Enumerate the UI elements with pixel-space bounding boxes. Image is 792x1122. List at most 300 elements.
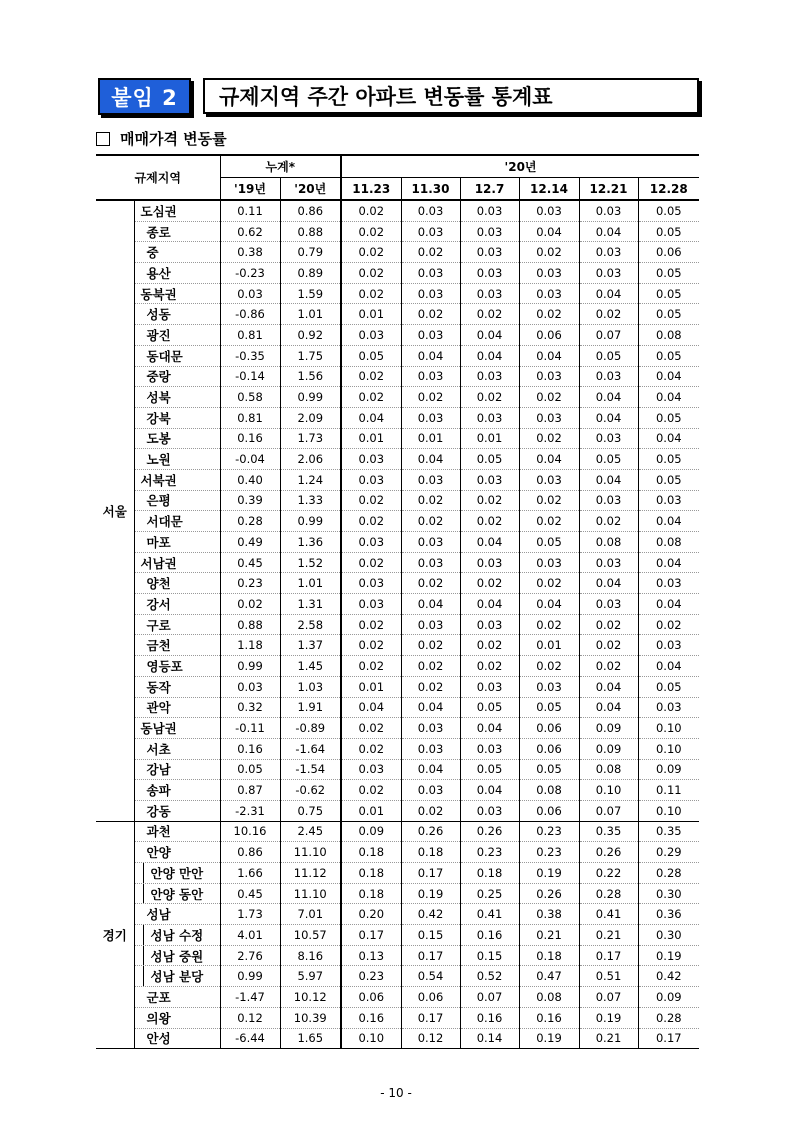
value-cell: 0.03 — [579, 200, 638, 221]
value-cell: 0.03 — [460, 800, 519, 821]
value-cell: 0.29 — [638, 842, 699, 863]
value-cell: 0.16 — [460, 1007, 519, 1028]
value-cell: 0.88 — [280, 221, 341, 242]
value-cell: 0.14 — [460, 1028, 519, 1049]
value-cell: 0.45 — [220, 552, 280, 573]
value-cell: 0.01 — [519, 635, 579, 656]
value-cell: 0.05 — [638, 200, 699, 221]
table-row — [96, 283, 699, 304]
value-cell: 0.05 — [519, 759, 579, 780]
value-cell: 0.03 — [579, 242, 638, 263]
page-title: 규제지역 주간 아파트 변동률 통계표 — [203, 78, 699, 114]
value-cell: 0.04 — [638, 366, 699, 387]
value-cell: 0.03 — [401, 738, 460, 759]
value-cell: 1.01 — [280, 573, 341, 594]
value-cell: 0.05 — [638, 263, 699, 284]
checkbox-icon — [96, 132, 110, 146]
value-cell: 0.03 — [638, 635, 699, 656]
value-cell: 0.19 — [579, 1007, 638, 1028]
value-cell: 0.02 — [341, 283, 401, 304]
table-row — [96, 552, 699, 573]
value-cell: 0.09 — [579, 718, 638, 739]
value-cell: 1.59 — [280, 283, 341, 304]
area-name: 동북권 — [134, 283, 220, 304]
value-cell: 0.02 — [519, 387, 579, 408]
area-name: 서초 — [134, 738, 220, 759]
value-cell: 0.04 — [579, 676, 638, 697]
value-cell: 0.03 — [519, 407, 579, 428]
value-cell: 0.02 — [460, 304, 519, 325]
value-cell: 2.06 — [280, 449, 341, 470]
value-cell: 0.18 — [341, 883, 401, 904]
area-name: 성북 — [134, 387, 220, 408]
value-cell: 0.26 — [401, 821, 460, 842]
value-cell: 0.17 — [638, 1028, 699, 1049]
value-cell: 0.06 — [341, 987, 401, 1008]
table-row — [96, 449, 699, 470]
value-cell: 0.05 — [460, 449, 519, 470]
value-cell: 11.10 — [280, 842, 341, 863]
value-cell: 0.04 — [519, 449, 579, 470]
value-cell: 0.03 — [401, 718, 460, 739]
value-cell: 0.01 — [401, 428, 460, 449]
value-cell: 0.41 — [460, 904, 519, 925]
value-cell: 0.42 — [638, 966, 699, 987]
value-cell: 0.02 — [401, 511, 460, 532]
value-cell: 0.05 — [638, 676, 699, 697]
value-cell: 0.03 — [341, 532, 401, 553]
table-row — [96, 573, 699, 594]
value-cell: 0.08 — [638, 325, 699, 346]
section-heading — [96, 128, 227, 149]
value-cell: 0.05 — [579, 345, 638, 366]
value-cell: 1.91 — [280, 697, 341, 718]
value-cell: 0.23 — [220, 573, 280, 594]
value-cell: 0.02 — [401, 800, 460, 821]
value-cell: 0.09 — [638, 987, 699, 1008]
value-cell: 0.02 — [460, 573, 519, 594]
value-cell: 0.30 — [638, 925, 699, 946]
value-cell: 0.30 — [638, 883, 699, 904]
value-cell: 10.16 — [220, 821, 280, 842]
value-cell: 0.16 — [220, 428, 280, 449]
value-cell: 0.11 — [220, 200, 280, 221]
area-name: 동대문 — [134, 345, 220, 366]
value-cell: 0.05 — [638, 283, 699, 304]
table-row — [96, 987, 699, 1008]
value-cell: -0.23 — [220, 263, 280, 284]
value-cell: 0.02 — [460, 387, 519, 408]
value-cell: 0.05 — [638, 407, 699, 428]
value-cell: 0.03 — [638, 573, 699, 594]
header-col: 12.7 — [460, 178, 519, 201]
value-cell: 0.38 — [220, 242, 280, 263]
table-row — [96, 759, 699, 780]
area-name: 용산 — [134, 263, 220, 284]
area-name: 강동 — [134, 800, 220, 821]
value-cell: 0.17 — [401, 945, 460, 966]
value-cell: 0.03 — [341, 325, 401, 346]
value-cell: 0.05 — [460, 697, 519, 718]
area-name: 마포 — [134, 532, 220, 553]
value-cell: 1.24 — [280, 469, 341, 490]
value-cell: 0.07 — [460, 987, 519, 1008]
value-cell: 0.02 — [341, 511, 401, 532]
value-cell: 10.12 — [280, 987, 341, 1008]
value-cell: 0.08 — [638, 532, 699, 553]
header-year-2020: '20년 — [341, 155, 699, 178]
value-cell: 0.05 — [638, 449, 699, 470]
value-cell: 0.12 — [220, 1007, 280, 1028]
value-cell: 0.19 — [638, 945, 699, 966]
value-cell: 0.04 — [519, 594, 579, 615]
value-cell: 0.02 — [401, 387, 460, 408]
value-cell: 0.03 — [401, 532, 460, 553]
value-cell: 0.26 — [460, 821, 519, 842]
value-cell: 0.03 — [579, 366, 638, 387]
table-row — [96, 821, 699, 842]
value-cell: 0.02 — [460, 656, 519, 677]
table-row — [96, 656, 699, 677]
value-cell: 0.35 — [638, 821, 699, 842]
value-cell: 0.02 — [401, 676, 460, 697]
page-number: - 10 - — [380, 1086, 412, 1100]
area-name: 의왕 — [134, 1007, 220, 1028]
value-cell: 0.06 — [401, 987, 460, 1008]
table-row — [96, 718, 699, 739]
area-name: 영등포 — [134, 656, 220, 677]
value-cell: 0.05 — [638, 345, 699, 366]
value-cell: 0.02 — [401, 490, 460, 511]
value-cell: 0.18 — [460, 863, 519, 884]
value-cell: 0.02 — [341, 718, 401, 739]
value-cell: 0.04 — [460, 718, 519, 739]
value-cell: 0.03 — [401, 366, 460, 387]
value-cell: 1.65 — [280, 1028, 341, 1049]
value-cell: 0.02 — [579, 304, 638, 325]
value-cell: 0.36 — [638, 904, 699, 925]
value-cell: 2.45 — [280, 821, 341, 842]
table-row — [96, 925, 699, 946]
value-cell: 0.05 — [460, 759, 519, 780]
table-row — [96, 780, 699, 801]
value-cell: 0.03 — [401, 780, 460, 801]
value-cell: 0.47 — [519, 966, 579, 987]
table-row — [96, 614, 699, 635]
value-cell: 0.02 — [579, 511, 638, 532]
value-cell: 0.05 — [638, 304, 699, 325]
value-cell: 0.02 — [519, 428, 579, 449]
value-cell: 0.16 — [519, 1007, 579, 1028]
value-cell: 0.02 — [519, 490, 579, 511]
area-name: 성남 중원 — [134, 945, 220, 966]
value-cell: 0.03 — [579, 263, 638, 284]
value-cell: 0.05 — [220, 759, 280, 780]
value-cell: 0.08 — [579, 759, 638, 780]
value-cell: 0.99 — [280, 511, 341, 532]
value-cell: 0.04 — [638, 552, 699, 573]
value-cell: 0.04 — [460, 594, 519, 615]
area-name: 성남 수정 — [134, 925, 220, 946]
value-cell: 1.36 — [280, 532, 341, 553]
value-cell: 1.37 — [280, 635, 341, 656]
value-cell: 0.17 — [579, 945, 638, 966]
value-cell: -0.04 — [220, 449, 280, 470]
value-cell: 0.03 — [638, 490, 699, 511]
value-cell: 0.03 — [401, 221, 460, 242]
value-cell: 0.03 — [579, 428, 638, 449]
area-name: 도봉 — [134, 428, 220, 449]
value-cell: 0.02 — [401, 242, 460, 263]
header-col: 11.23 — [341, 178, 401, 201]
value-cell: 0.04 — [638, 387, 699, 408]
value-cell: 0.18 — [341, 863, 401, 884]
area-name: 안양 만안 — [134, 863, 220, 884]
value-cell: 0.13 — [341, 945, 401, 966]
value-cell: 0.16 — [341, 1007, 401, 1028]
value-cell: 8.16 — [280, 945, 341, 966]
value-cell: 0.87 — [220, 780, 280, 801]
value-cell: 0.02 — [519, 304, 579, 325]
table-row — [96, 263, 699, 284]
table-row — [96, 490, 699, 511]
area-name: 은평 — [134, 490, 220, 511]
value-cell: 0.01 — [341, 428, 401, 449]
value-cell: 0.02 — [341, 366, 401, 387]
value-cell: 0.08 — [519, 780, 579, 801]
value-cell: 1.45 — [280, 656, 341, 677]
area-name: 강서 — [134, 594, 220, 615]
value-cell: 0.04 — [638, 428, 699, 449]
value-cell: 1.03 — [280, 676, 341, 697]
value-cell: 0.03 — [519, 469, 579, 490]
value-cell: 0.03 — [401, 407, 460, 428]
value-cell: 2.09 — [280, 407, 341, 428]
value-cell: 0.26 — [519, 883, 579, 904]
table-row — [96, 366, 699, 387]
value-cell: 0.81 — [220, 325, 280, 346]
value-cell: 0.08 — [579, 532, 638, 553]
value-cell: 0.05 — [341, 345, 401, 366]
value-cell: 0.05 — [638, 221, 699, 242]
value-cell: 0.28 — [220, 511, 280, 532]
value-cell: 0.02 — [341, 635, 401, 656]
price-change-table — [96, 154, 699, 1049]
value-cell: 10.57 — [280, 925, 341, 946]
value-cell: 0.02 — [579, 635, 638, 656]
value-cell: 0.04 — [579, 283, 638, 304]
value-cell: 0.02 — [341, 490, 401, 511]
value-cell: 0.03 — [519, 263, 579, 284]
table-row — [96, 863, 699, 884]
value-cell: 0.03 — [460, 614, 519, 635]
value-cell: 0.23 — [519, 842, 579, 863]
value-cell: -0.14 — [220, 366, 280, 387]
value-cell: 0.02 — [519, 614, 579, 635]
value-cell: 0.28 — [638, 863, 699, 884]
area-name: 구로 — [134, 614, 220, 635]
value-cell: 0.03 — [341, 449, 401, 470]
value-cell: 0.09 — [638, 759, 699, 780]
value-cell: 0.02 — [341, 263, 401, 284]
value-cell: 0.21 — [579, 925, 638, 946]
value-cell: 1.18 — [220, 635, 280, 656]
value-cell: 0.02 — [401, 573, 460, 594]
table-row — [96, 697, 699, 718]
value-cell: 0.20 — [341, 904, 401, 925]
value-cell: 0.02 — [220, 594, 280, 615]
value-cell: 0.16 — [220, 738, 280, 759]
value-cell: 0.03 — [401, 552, 460, 573]
value-cell: 0.02 — [519, 242, 579, 263]
table-row — [96, 945, 699, 966]
value-cell: 0.03 — [401, 283, 460, 304]
area-name: 안양 — [134, 842, 220, 863]
value-cell: 0.04 — [579, 407, 638, 428]
table-row — [96, 1007, 699, 1028]
value-cell: 0.01 — [341, 304, 401, 325]
value-cell: 0.03 — [401, 325, 460, 346]
value-cell: 0.03 — [341, 469, 401, 490]
value-cell: 0.99 — [220, 966, 280, 987]
value-cell: 0.99 — [220, 656, 280, 677]
value-cell: 0.03 — [460, 676, 519, 697]
value-cell: 0.45 — [220, 883, 280, 904]
value-cell: 0.06 — [519, 325, 579, 346]
table-row — [96, 511, 699, 532]
table-row — [96, 966, 699, 987]
value-cell: 0.19 — [519, 863, 579, 884]
header-region: 규제지역 — [96, 155, 220, 200]
value-cell: 0.02 — [341, 242, 401, 263]
value-cell: 0.32 — [220, 697, 280, 718]
value-cell: 10.39 — [280, 1007, 341, 1028]
value-cell: -0.62 — [280, 780, 341, 801]
value-cell: 0.03 — [460, 366, 519, 387]
value-cell: 1.52 — [280, 552, 341, 573]
area-name: 중 — [134, 242, 220, 263]
value-cell: 0.02 — [579, 614, 638, 635]
value-cell: 0.02 — [401, 635, 460, 656]
value-cell: 0.92 — [280, 325, 341, 346]
value-cell: 11.12 — [280, 863, 341, 884]
value-cell: 0.05 — [638, 469, 699, 490]
header-col: 11.30 — [401, 178, 460, 201]
value-cell: 0.02 — [341, 200, 401, 221]
region-cell: 서울 — [96, 200, 134, 821]
value-cell: 0.02 — [519, 511, 579, 532]
value-cell: 0.03 — [401, 200, 460, 221]
value-cell: 0.02 — [341, 780, 401, 801]
value-cell: 0.86 — [220, 842, 280, 863]
value-cell: 0.03 — [638, 697, 699, 718]
value-cell: 1.73 — [280, 428, 341, 449]
value-cell: 0.03 — [460, 738, 519, 759]
area-name: 성남 — [134, 904, 220, 925]
value-cell: 0.54 — [401, 966, 460, 987]
value-cell: 0.03 — [460, 200, 519, 221]
header-col: 12.21 — [579, 178, 638, 201]
value-cell: 0.15 — [460, 945, 519, 966]
value-cell: 0.42 — [401, 904, 460, 925]
value-cell: 0.04 — [638, 594, 699, 615]
table-row — [96, 1028, 699, 1049]
value-cell: 0.02 — [401, 304, 460, 325]
table-row — [96, 407, 699, 428]
value-cell: 0.03 — [579, 552, 638, 573]
value-cell: 0.03 — [220, 283, 280, 304]
value-cell: 0.51 — [579, 966, 638, 987]
area-name: 종로 — [134, 221, 220, 242]
value-cell: 0.04 — [638, 656, 699, 677]
value-cell: 0.03 — [579, 594, 638, 615]
value-cell: 0.23 — [460, 842, 519, 863]
appendix-badge: 붙임 2 — [98, 78, 191, 115]
value-cell: 0.04 — [579, 469, 638, 490]
value-cell: 0.10 — [638, 800, 699, 821]
value-cell: 0.79 — [280, 242, 341, 263]
value-cell: 0.02 — [341, 221, 401, 242]
table-row — [96, 800, 699, 821]
value-cell: 0.38 — [519, 904, 579, 925]
table-row — [96, 200, 699, 221]
area-name: 성동 — [134, 304, 220, 325]
value-cell: 0.04 — [638, 511, 699, 532]
table-row — [96, 387, 699, 408]
area-name: 서남권 — [134, 552, 220, 573]
value-cell: 0.06 — [519, 718, 579, 739]
value-cell: -0.11 — [220, 718, 280, 739]
value-cell: 0.08 — [519, 987, 579, 1008]
value-cell: 0.04 — [460, 780, 519, 801]
value-cell: 0.03 — [460, 407, 519, 428]
value-cell: 0.04 — [401, 449, 460, 470]
area-name: 중랑 — [134, 366, 220, 387]
value-cell: 0.03 — [519, 366, 579, 387]
value-cell: -1.54 — [280, 759, 341, 780]
section-title: 매매가격 변동률 — [120, 130, 227, 148]
area-name: 광진 — [134, 325, 220, 346]
value-cell: 0.02 — [341, 552, 401, 573]
area-name: 군포 — [134, 987, 220, 1008]
value-cell: 0.03 — [401, 469, 460, 490]
header-cumulative: 누계* — [220, 155, 341, 178]
value-cell: 0.04 — [341, 697, 401, 718]
value-cell: 0.21 — [519, 925, 579, 946]
value-cell: 0.07 — [579, 325, 638, 346]
header-col: 12.28 — [638, 178, 699, 201]
value-cell: 0.02 — [460, 635, 519, 656]
value-cell: 0.05 — [579, 449, 638, 470]
value-cell: 0.19 — [401, 883, 460, 904]
table-row — [96, 242, 699, 263]
value-cell: 0.03 — [341, 594, 401, 615]
table-row — [96, 635, 699, 656]
area-name: 도심권 — [134, 200, 220, 221]
value-cell: 0.03 — [519, 552, 579, 573]
value-cell: 0.09 — [341, 821, 401, 842]
value-cell: 0.06 — [519, 800, 579, 821]
area-name: 강남 — [134, 759, 220, 780]
table-row — [96, 594, 699, 615]
value-cell: 0.04 — [579, 221, 638, 242]
value-cell: -2.31 — [220, 800, 280, 821]
value-cell: 0.26 — [579, 842, 638, 863]
value-cell: 0.03 — [519, 200, 579, 221]
value-cell: 0.41 — [579, 904, 638, 925]
value-cell: 0.40 — [220, 469, 280, 490]
value-cell: 0.01 — [341, 676, 401, 697]
